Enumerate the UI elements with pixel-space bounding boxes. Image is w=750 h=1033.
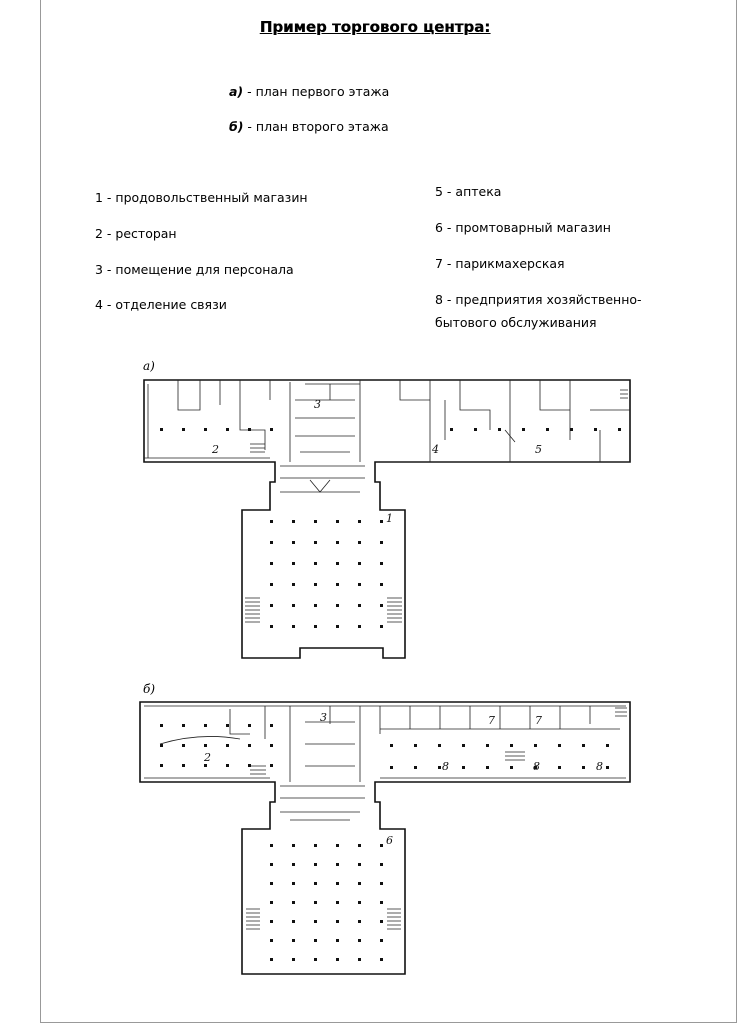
column-mark xyxy=(314,844,317,847)
plan-a-label: 2 xyxy=(212,443,219,456)
column-mark xyxy=(314,920,317,923)
column-mark xyxy=(292,562,295,565)
column-mark xyxy=(438,766,441,769)
column-mark xyxy=(558,766,561,769)
column-mark xyxy=(160,428,163,431)
column-mark xyxy=(380,901,383,904)
legend-item-4: 4 - отделение связи xyxy=(95,297,227,312)
column-mark xyxy=(270,428,273,431)
column-mark xyxy=(358,844,361,847)
column-mark xyxy=(336,844,339,847)
column-mark xyxy=(358,939,361,942)
plan-b-letter: б) xyxy=(143,682,156,696)
column-mark xyxy=(270,604,273,607)
plan-b-label: 8 xyxy=(533,760,540,773)
plan-a-label: 3 xyxy=(314,398,321,411)
column-mark xyxy=(314,882,317,885)
column-mark xyxy=(358,863,361,866)
column-mark xyxy=(314,901,317,904)
column-mark xyxy=(292,920,295,923)
floor-plan-second xyxy=(130,694,640,994)
column-mark xyxy=(462,744,465,747)
column-mark xyxy=(160,764,163,767)
column-mark xyxy=(292,863,295,866)
column-mark xyxy=(292,901,295,904)
plan-b-label: 6 xyxy=(386,834,393,847)
plan-a-label: 4 xyxy=(432,443,439,456)
column-mark xyxy=(498,428,501,431)
column-mark xyxy=(380,604,383,607)
column-mark xyxy=(414,744,417,747)
column-mark xyxy=(336,625,339,628)
column-mark xyxy=(336,939,339,942)
plan-b-label: 8 xyxy=(442,760,449,773)
column-mark xyxy=(248,764,251,767)
column-mark xyxy=(380,958,383,961)
column-mark xyxy=(204,744,207,747)
column-mark xyxy=(336,520,339,523)
column-mark xyxy=(390,766,393,769)
column-mark xyxy=(380,520,383,523)
column-mark xyxy=(182,764,185,767)
column-mark xyxy=(270,724,273,727)
column-mark xyxy=(292,520,295,523)
column-mark xyxy=(618,428,621,431)
column-mark xyxy=(314,583,317,586)
column-mark xyxy=(314,520,317,523)
column-mark xyxy=(270,764,273,767)
column-mark xyxy=(486,766,489,769)
column-mark xyxy=(226,724,229,727)
column-mark xyxy=(270,882,273,885)
column-mark xyxy=(292,939,295,942)
subtitle-letter: а) xyxy=(229,84,244,99)
column-mark xyxy=(292,625,295,628)
legend-item-6: 6 - промтоварный магазин xyxy=(435,220,611,235)
column-mark xyxy=(248,428,251,431)
column-mark xyxy=(270,744,273,747)
column-mark xyxy=(582,744,585,747)
column-mark xyxy=(270,863,273,866)
column-mark xyxy=(358,625,361,628)
column-mark xyxy=(570,428,573,431)
legend-item-7: 7 - парикмахерская xyxy=(435,256,565,271)
column-mark xyxy=(160,724,163,727)
column-mark xyxy=(380,939,383,942)
column-mark xyxy=(380,882,383,885)
column-mark xyxy=(336,863,339,866)
subtitle-text: - план первого этажа xyxy=(243,84,390,99)
plan-a-letter: а) xyxy=(143,359,155,373)
legend-item-5: 5 - аптека xyxy=(435,184,502,199)
subtitle-plan-b xyxy=(229,119,389,134)
column-mark xyxy=(226,744,229,747)
column-mark xyxy=(270,939,273,942)
column-mark xyxy=(182,744,185,747)
column-mark xyxy=(270,958,273,961)
column-mark xyxy=(292,882,295,885)
column-mark xyxy=(160,744,163,747)
column-mark xyxy=(358,583,361,586)
column-mark xyxy=(558,744,561,747)
column-mark xyxy=(380,562,383,565)
column-mark xyxy=(248,724,251,727)
plan-b-label: 7 xyxy=(535,714,542,727)
column-mark xyxy=(336,920,339,923)
column-mark xyxy=(204,428,207,431)
plan-b-label: 3 xyxy=(320,711,327,724)
plan-b-label: 2 xyxy=(204,751,211,764)
subtitle-letter: б) xyxy=(229,119,244,134)
column-mark xyxy=(534,744,537,747)
column-mark xyxy=(510,766,513,769)
column-mark xyxy=(358,901,361,904)
column-mark xyxy=(204,724,207,727)
column-mark xyxy=(390,744,393,747)
column-mark xyxy=(226,428,229,431)
column-mark xyxy=(336,958,339,961)
column-mark xyxy=(292,583,295,586)
column-mark xyxy=(270,844,273,847)
column-mark xyxy=(314,562,317,565)
column-mark xyxy=(336,882,339,885)
plan-a-label: 5 xyxy=(535,443,542,456)
column-mark xyxy=(270,541,273,544)
column-mark xyxy=(486,744,489,747)
column-mark xyxy=(336,541,339,544)
column-mark xyxy=(546,428,549,431)
column-mark xyxy=(606,744,609,747)
column-mark xyxy=(380,844,383,847)
column-mark xyxy=(582,766,585,769)
column-mark xyxy=(314,625,317,628)
column-mark xyxy=(438,744,441,747)
column-mark xyxy=(462,766,465,769)
column-mark xyxy=(226,764,229,767)
column-mark xyxy=(182,724,185,727)
column-mark xyxy=(270,920,273,923)
column-mark xyxy=(270,562,273,565)
column-mark xyxy=(380,583,383,586)
column-mark xyxy=(380,863,383,866)
column-mark xyxy=(314,863,317,866)
column-mark xyxy=(358,958,361,961)
column-mark xyxy=(594,428,597,431)
column-mark xyxy=(292,604,295,607)
column-mark xyxy=(314,604,317,607)
column-mark xyxy=(450,428,453,431)
column-mark xyxy=(336,604,339,607)
column-mark xyxy=(380,541,383,544)
column-mark xyxy=(510,744,513,747)
column-mark xyxy=(314,541,317,544)
plan-b-label: 7 xyxy=(488,714,495,727)
column-mark xyxy=(358,920,361,923)
column-mark xyxy=(270,583,273,586)
column-mark xyxy=(182,428,185,431)
legend-item-8: 8 - предприятия хозяйственно- xyxy=(435,292,642,307)
column-mark xyxy=(292,844,295,847)
column-mark xyxy=(380,920,383,923)
column-mark xyxy=(314,958,317,961)
column-mark xyxy=(522,428,525,431)
column-mark xyxy=(358,604,361,607)
column-mark xyxy=(358,520,361,523)
column-mark xyxy=(336,583,339,586)
column-mark xyxy=(358,562,361,565)
column-mark xyxy=(292,958,295,961)
plan-a-label: 1 xyxy=(386,512,393,525)
legend-item-8-continued: бытового обслуживания xyxy=(435,315,597,330)
column-mark xyxy=(270,625,273,628)
column-mark xyxy=(270,520,273,523)
column-mark xyxy=(314,939,317,942)
column-mark xyxy=(474,428,477,431)
legend-item-2: 2 - ресторан xyxy=(95,226,177,241)
column-mark xyxy=(358,541,361,544)
column-mark xyxy=(358,882,361,885)
column-mark xyxy=(248,744,251,747)
column-mark xyxy=(270,901,273,904)
column-mark xyxy=(414,766,417,769)
legend-item-1: 1 - продовольственный магазин xyxy=(95,190,308,205)
column-mark xyxy=(380,625,383,628)
column-mark xyxy=(336,562,339,565)
column-mark xyxy=(204,764,207,767)
floor-plan-first xyxy=(130,370,640,670)
page-title: Пример торгового центра: xyxy=(259,18,491,36)
column-mark xyxy=(336,901,339,904)
column-mark xyxy=(292,541,295,544)
subtitle-plan-a xyxy=(229,84,389,99)
subtitle-text: - план второго этажа xyxy=(243,119,389,134)
legend-item-3: 3 - помещение для персонала xyxy=(95,262,294,277)
plan-b-label: 8 xyxy=(596,760,603,773)
column-mark xyxy=(606,766,609,769)
